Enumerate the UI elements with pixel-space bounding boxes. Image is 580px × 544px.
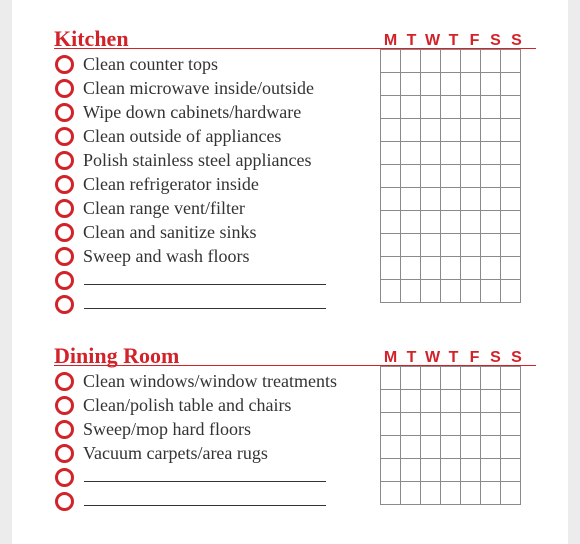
day-check-cell[interactable] (441, 234, 461, 257)
day-header-fri: F (469, 349, 480, 366)
day-check-cell[interactable] (441, 280, 461, 303)
task-label: Clean microwave inside/outside (83, 78, 314, 98)
kitchen-task[interactable] (54, 125, 374, 149)
day-check-cell[interactable] (481, 459, 501, 482)
task-label: Clean counter tops (83, 54, 218, 74)
day-check-cell[interactable] (441, 165, 461, 188)
day-check-cell[interactable] (401, 234, 421, 257)
grid-row (381, 211, 521, 234)
task-checkbox-circle[interactable] (55, 295, 74, 314)
dining-task[interactable] (54, 370, 374, 394)
kitchen-task[interactable] (54, 101, 374, 125)
day-check-cell[interactable] (481, 142, 501, 165)
day-check-cell[interactable] (501, 188, 521, 211)
grid-row (381, 413, 521, 436)
day-check-cell[interactable] (401, 211, 421, 234)
task-label: Polish stainless steel appliances (83, 150, 312, 170)
day-check-cell[interactable] (501, 234, 521, 257)
day-check-cell[interactable] (441, 257, 461, 280)
day-check-cell[interactable] (421, 482, 441, 505)
dining-task[interactable] (54, 394, 374, 418)
day-check-cell[interactable] (461, 390, 481, 413)
blank-write-in-line[interactable] (84, 308, 326, 309)
task-checkbox-circle[interactable] (55, 79, 74, 98)
kitchen-task[interactable] (54, 221, 374, 245)
day-check-cell[interactable] (421, 50, 441, 73)
day-check-cell[interactable] (461, 482, 481, 505)
day-check-cell[interactable] (441, 142, 461, 165)
task-checkbox-circle[interactable] (55, 271, 74, 290)
day-check-cell[interactable] (401, 142, 421, 165)
task-label: Clean windows/window treatments (83, 371, 337, 391)
day-check-cell[interactable] (401, 459, 421, 482)
day-check-cell[interactable] (461, 73, 481, 96)
day-check-cell[interactable] (421, 257, 441, 280)
grid-row (381, 367, 521, 390)
day-check-cell[interactable] (441, 413, 461, 436)
kitchen-blank-task[interactable] (54, 269, 374, 293)
day-check-cell[interactable] (441, 367, 461, 390)
day-check-cell[interactable] (461, 165, 481, 188)
day-header-mon: M (383, 349, 398, 366)
day-header-sat: S (490, 32, 501, 49)
day-check-cell[interactable] (401, 413, 421, 436)
kitchen-task[interactable] (54, 245, 374, 269)
grid-row (381, 482, 521, 505)
day-check-cell[interactable] (421, 413, 441, 436)
grid-row (381, 459, 521, 482)
grid-row (381, 142, 521, 165)
day-header-thu: T (448, 349, 459, 366)
day-check-cell[interactable] (481, 73, 501, 96)
day-check-cell[interactable] (501, 50, 521, 73)
day-check-cell[interactable] (381, 165, 401, 188)
day-check-cell[interactable] (461, 50, 481, 73)
day-check-cell[interactable] (501, 436, 521, 459)
blank-write-in-line[interactable] (84, 284, 326, 285)
day-check-cell[interactable] (481, 119, 501, 142)
day-check-cell[interactable] (501, 73, 521, 96)
day-check-cell[interactable] (461, 367, 481, 390)
day-check-cell[interactable] (381, 142, 401, 165)
day-check-cell[interactable] (501, 211, 521, 234)
day-check-cell[interactable] (481, 390, 501, 413)
day-check-cell[interactable] (421, 436, 441, 459)
day-check-cell[interactable] (421, 234, 441, 257)
day-check-cell[interactable] (501, 165, 521, 188)
task-checkbox-circle[interactable] (55, 127, 74, 146)
day-check-cell[interactable] (401, 482, 421, 505)
task-label: Sweep and wash floors (83, 246, 250, 266)
day-header-thu: T (448, 32, 459, 49)
day-check-cell[interactable] (481, 96, 501, 119)
kitchen-task[interactable] (54, 173, 374, 197)
day-check-cell[interactable] (441, 436, 461, 459)
grid-row (381, 50, 521, 73)
grid-row (381, 73, 521, 96)
day-check-cell[interactable] (421, 367, 441, 390)
day-check-cell[interactable] (421, 73, 441, 96)
task-label: Clean and sanitize sinks (83, 222, 257, 242)
task-checkbox-circle[interactable] (55, 444, 74, 463)
grid-row (381, 436, 521, 459)
day-check-cell[interactable] (401, 165, 421, 188)
blank-write-in-line[interactable] (84, 481, 326, 482)
day-check-cell[interactable] (421, 188, 441, 211)
task-checkbox-circle[interactable] (55, 492, 74, 511)
day-check-cell[interactable] (401, 96, 421, 119)
day-check-cell[interactable] (381, 436, 401, 459)
task-checkbox-circle[interactable] (55, 420, 74, 439)
day-header-wed: W (424, 349, 441, 366)
day-check-cell[interactable] (481, 165, 501, 188)
day-check-cell[interactable] (501, 459, 521, 482)
day-check-cell[interactable] (461, 211, 481, 234)
kitchen-task[interactable] (54, 53, 374, 77)
task-label: Vacuum carpets/area rugs (83, 443, 268, 463)
dining-task[interactable] (54, 442, 374, 466)
day-check-cell[interactable] (501, 119, 521, 142)
day-check-cell[interactable] (461, 96, 481, 119)
day-check-cell[interactable] (501, 257, 521, 280)
day-check-cell[interactable] (381, 482, 401, 505)
task-checkbox-circle[interactable] (55, 175, 74, 194)
day-check-cell[interactable] (481, 280, 501, 303)
day-check-cell[interactable] (501, 142, 521, 165)
day-check-cell[interactable] (401, 390, 421, 413)
day-check-cell[interactable] (421, 280, 441, 303)
day-header-sun: S (511, 32, 522, 49)
day-check-cell[interactable] (481, 188, 501, 211)
day-check-cell[interactable] (501, 482, 521, 505)
day-check-cell[interactable] (461, 257, 481, 280)
kitchen-task[interactable] (54, 77, 374, 101)
day-check-cell[interactable] (461, 234, 481, 257)
day-check-cell[interactable] (461, 188, 481, 211)
day-check-cell[interactable] (461, 413, 481, 436)
day-check-cell[interactable] (381, 257, 401, 280)
task-checkbox-circle[interactable] (55, 372, 74, 391)
day-check-cell[interactable] (461, 280, 481, 303)
day-check-cell[interactable] (381, 96, 401, 119)
dining-blank-task[interactable] (54, 466, 374, 490)
grid-row (381, 234, 521, 257)
day-check-cell[interactable] (421, 165, 441, 188)
grid-row (381, 165, 521, 188)
dining-blank-task[interactable] (54, 490, 374, 514)
day-header-mon: M (383, 32, 398, 49)
grid-row (381, 390, 521, 413)
kitchen-day-grid (380, 49, 521, 303)
day-check-cell[interactable] (481, 482, 501, 505)
task-label: Clean range vent/filter (83, 198, 245, 218)
kitchen-title: Kitchen (54, 26, 129, 51)
grid-row (381, 188, 521, 211)
day-check-cell[interactable] (381, 413, 401, 436)
day-header-sat: S (490, 349, 501, 366)
task-checkbox-circle[interactable] (55, 151, 74, 170)
day-check-cell[interactable] (421, 119, 441, 142)
task-checkbox-circle[interactable] (55, 223, 74, 242)
day-check-cell[interactable] (401, 257, 421, 280)
task-label: Wipe down cabinets/hardware (83, 102, 302, 122)
task-checkbox-circle[interactable] (55, 247, 74, 266)
grid-row (381, 119, 521, 142)
day-check-cell[interactable] (401, 188, 421, 211)
day-check-cell[interactable] (441, 119, 461, 142)
task-checkbox-circle[interactable] (55, 468, 74, 487)
day-check-cell[interactable] (441, 73, 461, 96)
day-check-cell[interactable] (401, 73, 421, 96)
day-check-cell[interactable] (381, 280, 401, 303)
kitchen-blank-task[interactable] (54, 293, 374, 317)
day-check-cell[interactable] (401, 367, 421, 390)
day-check-cell[interactable] (381, 390, 401, 413)
day-check-cell[interactable] (501, 367, 521, 390)
day-check-cell[interactable] (421, 96, 441, 119)
grid-row (381, 280, 521, 303)
day-check-cell[interactable] (481, 436, 501, 459)
task-checkbox-circle[interactable] (55, 199, 74, 218)
checklist-page (12, 0, 568, 544)
day-header-tue: T (406, 349, 417, 366)
day-check-cell[interactable] (421, 459, 441, 482)
day-check-cell[interactable] (441, 390, 461, 413)
day-check-cell[interactable] (461, 142, 481, 165)
dining-day-grid (380, 366, 521, 505)
task-checkbox-circle[interactable] (55, 396, 74, 415)
day-check-cell[interactable] (381, 73, 401, 96)
day-check-cell[interactable] (481, 257, 501, 280)
grid-row (381, 96, 521, 119)
task-label: Clean outside of appliances (83, 126, 282, 146)
day-check-cell[interactable] (441, 188, 461, 211)
task-checkbox-circle[interactable] (55, 103, 74, 122)
dining-title: Dining Room (54, 343, 180, 368)
day-check-cell[interactable] (401, 436, 421, 459)
day-check-cell[interactable] (481, 234, 501, 257)
day-check-cell[interactable] (421, 390, 441, 413)
day-check-cell[interactable] (421, 142, 441, 165)
day-check-cell[interactable] (501, 96, 521, 119)
day-check-cell[interactable] (381, 367, 401, 390)
day-check-cell[interactable] (481, 367, 501, 390)
task-label: Sweep/mop hard floors (83, 419, 251, 439)
kitchen-task[interactable] (54, 149, 374, 173)
day-check-cell[interactable] (441, 459, 461, 482)
day-check-cell[interactable] (501, 390, 521, 413)
day-check-cell[interactable] (401, 50, 421, 73)
day-check-cell[interactable] (461, 436, 481, 459)
day-check-cell[interactable] (481, 211, 501, 234)
day-check-cell[interactable] (381, 119, 401, 142)
day-check-cell[interactable] (381, 459, 401, 482)
day-check-cell[interactable] (481, 50, 501, 73)
day-header-tue: T (406, 32, 417, 49)
day-check-cell[interactable] (401, 119, 421, 142)
day-header-sun: S (511, 349, 522, 366)
day-check-cell[interactable] (381, 50, 401, 73)
day-check-cell[interactable] (421, 211, 441, 234)
blank-write-in-line[interactable] (84, 505, 326, 506)
task-checkbox-circle[interactable] (55, 55, 74, 74)
day-header-fri: F (469, 32, 480, 49)
day-check-cell[interactable] (481, 413, 501, 436)
day-check-cell[interactable] (441, 482, 461, 505)
task-label: Clean/polish table and chairs (83, 395, 292, 415)
day-header-wed: W (424, 32, 441, 49)
day-check-cell[interactable] (441, 96, 461, 119)
grid-row (381, 257, 521, 280)
day-check-cell[interactable] (401, 280, 421, 303)
kitchen-task[interactable] (54, 197, 374, 221)
day-check-cell[interactable] (501, 280, 521, 303)
day-check-cell[interactable] (381, 188, 401, 211)
day-check-cell[interactable] (501, 413, 521, 436)
day-check-cell[interactable] (461, 119, 481, 142)
day-check-cell[interactable] (381, 211, 401, 234)
day-check-cell[interactable] (381, 234, 401, 257)
day-check-cell[interactable] (441, 50, 461, 73)
task-label: Clean refrigerator inside (83, 174, 259, 194)
day-check-cell[interactable] (441, 211, 461, 234)
day-check-cell[interactable] (461, 459, 481, 482)
dining-task[interactable] (54, 418, 374, 442)
